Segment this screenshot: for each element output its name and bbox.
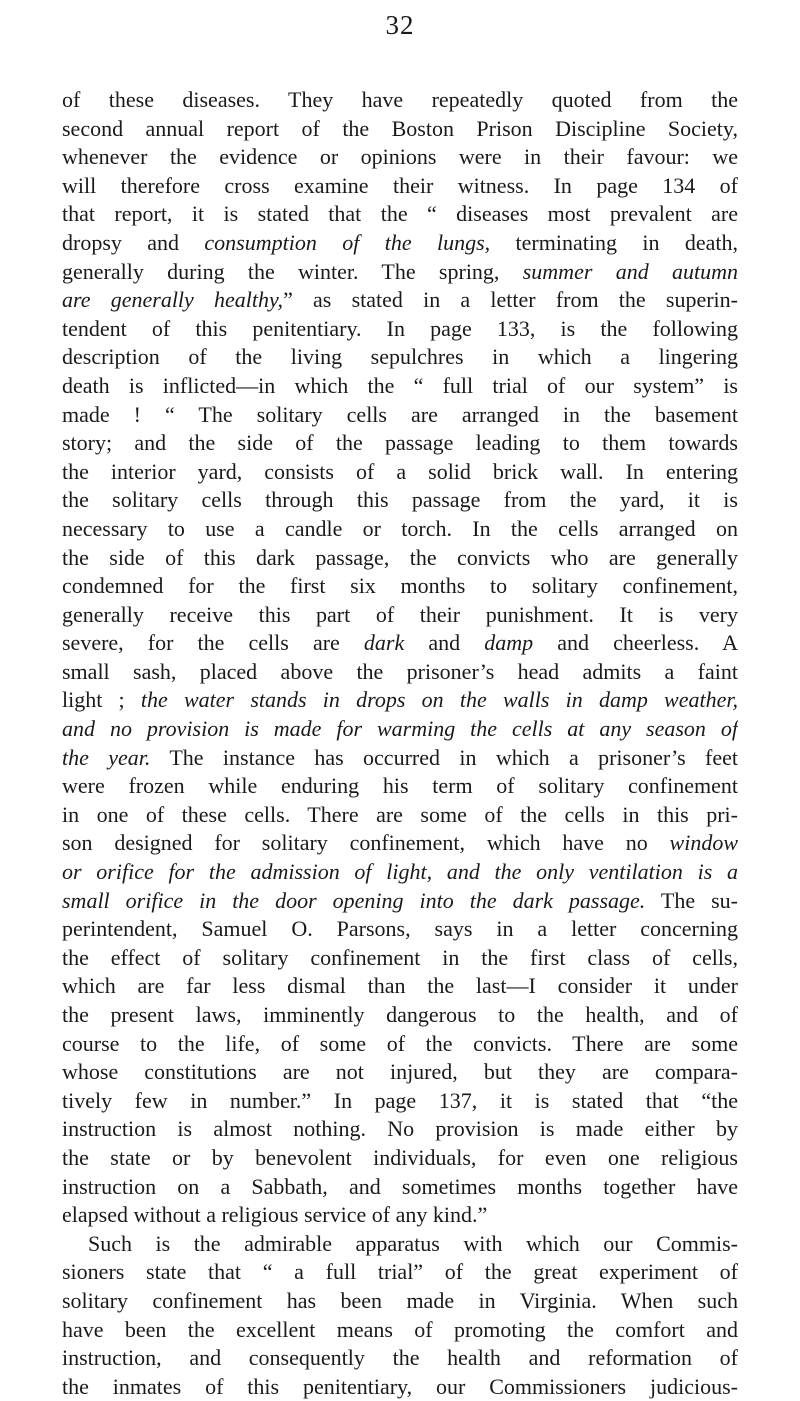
italic-run: and no provision is made for warming the cells at any season of: [62, 716, 738, 742]
text-line: [62, 286, 738, 315]
text-line: the side of this dark passage, the convicts who are generally: [62, 544, 738, 570]
text-line: the state or by benevolent individuals, for even one religious: [62, 1144, 738, 1170]
text-run: terminating in death,: [490, 229, 738, 255]
text-run: The instance has occurred in which a prisoner’s feet: [150, 744, 738, 770]
text-line: [62, 858, 738, 887]
text-run: ” as stated in a letter from the superin-: [283, 287, 738, 313]
italic-run: consumption of the lungs,: [204, 229, 491, 255]
text-line: [62, 715, 738, 744]
italic-run: window: [669, 830, 738, 856]
text-line: story; and the side of the passage leading to them towards: [62, 430, 738, 456]
text-line: that report, it is stated that the “ diseases most prevalent are: [62, 201, 738, 227]
text-line: second annual report of the Boston Prison Discipline Society,: [62, 115, 738, 141]
text-line: the effect of solitary confinement in the first class of cells,: [62, 944, 738, 970]
text-line: death is inflicted—in which the “ full trial of our system” is: [62, 372, 738, 398]
text-line: elapsed without a religious service of any kind.”: [62, 1202, 488, 1228]
italic-run: the year.: [62, 744, 151, 770]
text-run: and cheerless. A: [533, 630, 738, 656]
text-line: condemned for the first six months to solitary confinement,: [62, 573, 738, 599]
text-line: which are far less dismal than the last—I consider it under: [62, 973, 738, 999]
text-line: tively few in number.” In page 137, it is stated that “the: [62, 1087, 738, 1113]
page-number: 32: [385, 10, 415, 40]
text-run: dropsy and: [62, 229, 205, 255]
text-line: Such is the admirable apparatus with which our Commis-: [88, 1230, 738, 1256]
text-run: and: [404, 630, 485, 656]
text-line: the inmates of this penitentiary, our Commissioners judicious-: [62, 1373, 738, 1399]
text-line: whenever the evidence or opinions were in their favour: we: [62, 144, 738, 170]
text-run: son designed for solitary confinement, which have no: [62, 830, 670, 856]
text-line: instruction is almost nothing. No provision is made either by: [62, 1116, 738, 1142]
text-line: [62, 258, 738, 287]
paragraph-1: [62, 86, 738, 1230]
text-line: the solitary cells through this passage from the yard, it is: [62, 487, 738, 513]
text-line: perintendent, Samuel O. Parsons, says in a letter concerning: [62, 916, 738, 942]
italic-run: summer and autumn: [522, 258, 738, 284]
text-line: [62, 887, 738, 916]
text-line: tendent of this penitentiary. In page 133, is the following: [62, 315, 738, 341]
text-line: description of the living sepulchres in which a lingering: [62, 344, 738, 370]
text-line: instruction, and consequently the health and reformation of: [62, 1345, 738, 1371]
text-line: [62, 744, 738, 773]
text-line: [62, 686, 738, 715]
italic-run: or orifice for the admission of light, and the only ventilation is a: [62, 859, 738, 885]
italic-run: are generally healthy,: [62, 287, 284, 313]
body-text: [62, 86, 738, 1401]
text-line: made ! “ The solitary cells are arranged in the basement: [62, 401, 738, 427]
italic-run: the water stands in drops on the walls in damp weather,: [140, 687, 738, 713]
text-line: solitary confinement has been made in Virginia. When such: [62, 1287, 738, 1313]
text-run: generally during the winter. The spring,: [62, 258, 523, 284]
text-line: were frozen while enduring his term of solitary confinement: [62, 773, 738, 799]
text-run: light ;: [62, 687, 141, 713]
text-line: [62, 629, 738, 658]
text-line: course to the life, of some of the convicts. There are some: [62, 1030, 738, 1056]
text-line: will therefore cross examine their witness. In page 134 of: [62, 172, 738, 198]
text-line: necessary to use a candle or torch. In the cells arranged on: [62, 515, 738, 541]
text-line: in one of these cells. There are some of the cells in this pri-: [62, 801, 738, 827]
text-run: The su-: [645, 887, 738, 913]
text-line: the present laws, imminently dangerous to the health, and of: [62, 1002, 738, 1027]
italic-run: small orifice in the door opening into the dark passage.: [62, 887, 646, 913]
text-line: generally receive this part of their punishment. It is very: [62, 601, 738, 627]
text-line: [62, 229, 738, 258]
italic-run: damp: [484, 630, 534, 656]
text-run: severe, for the cells are: [62, 630, 364, 656]
text-line: whose constitutions are not injured, but they are compara-: [62, 1059, 738, 1085]
paragraph-2: [62, 1230, 738, 1401]
text-line: of these diseases. They have repeatedly quoted from the: [62, 87, 738, 112]
text-line: small sash, placed above the prisoner’s head admits a faint: [62, 658, 738, 684]
text-line: instruction on a Sabbath, and sometimes months together have: [62, 1173, 738, 1199]
text-line: [62, 829, 738, 858]
text-line: sioners state that “ a full trial” of the great experiment of: [62, 1259, 738, 1285]
text-line: the interior yard, consists of a solid brick wall. In entering: [62, 458, 738, 484]
italic-run: dark: [363, 630, 405, 656]
text-line: have been the excellent means of promoting the comfort and: [62, 1316, 738, 1342]
